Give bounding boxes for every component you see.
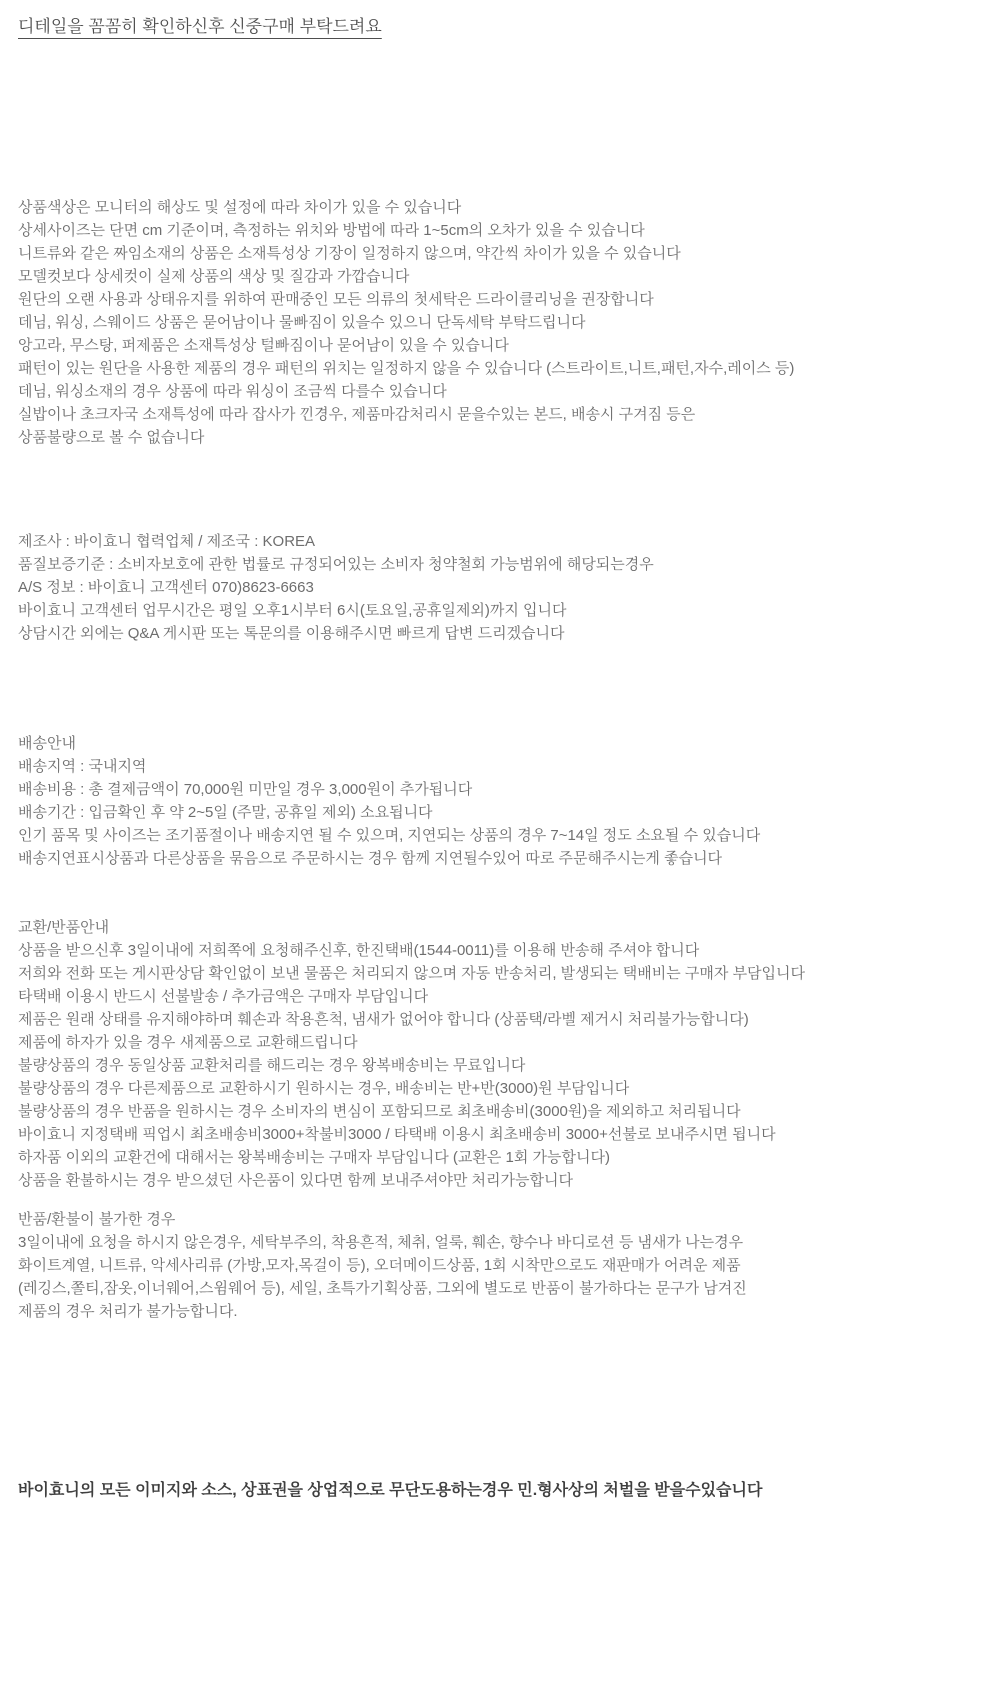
text-line: 배송지역 : 국내지역 [18,758,147,775]
text-line: 불량상품의 경우 다른제품으로 교환하시기 원하시는 경우, 배송비는 반+반(3000)원 부담입니다 [18,1080,630,1097]
text-line: 불량상품의 경우 동일상품 교환처리를 해드리는 경우 왕복배송비는 무료입니다 [18,1057,526,1074]
text-line: A/S 정보 : 바이효니 고객센터 070)8623-6663 [18,579,314,596]
no-return-lines [18,1231,996,1323]
exchange-return-heading: 교환/반품안내 [18,919,110,936]
text-line: 상담시간 외에는 Q&A 게시판 또는 톡문의를 이용해주시면 빠르게 답변 드리겠습니다 [18,625,565,642]
text-line: 상세사이즈는 단면 cm 기준이며, 측정하는 위치와 방법에 따라 1~5cm의 오차가 있을 수 있습니다 [18,222,645,239]
text-line: 제조사 : 바이효니 협력업체 / 제조국 : KOREA [18,533,316,550]
text-line: 니트류와 같은 짜임소재의 상품은 소재특성상 기장이 일정하지 않으며, 약간씩 차이가 있을 수 있습니다 [18,245,681,262]
section-product-notice [18,196,996,449]
text-line: 배송기간 : 입금확인 후 약 2~5일 (주말, 공휴일 제외) 소요됩니다 [18,804,433,821]
text-line: 상품색상은 모니터의 해상도 및 설정에 따라 차이가 있을 수 있습니다 [18,199,462,216]
section-no-return-cases [18,1208,996,1323]
text-line: 제품의 경우 처리가 불가능합니다. [18,1303,238,1320]
text-line: 바이효니 고객센터 업무시간은 평일 오후1시부터 6시(토요일,공휴일제외)까지 입니다 [18,602,567,619]
text-line: 실밥이나 초크자국 소재특성에 따라 잡사가 낀경우, 제품마감처리시 묻을수있는 본드, 배송시 구겨짐 등은 [18,406,696,423]
text-line: 패턴이 있는 원단을 사용한 제품의 경우 패턴의 위치는 일정하지 않을 수 있습니다 (스트라이트,니트,패턴,자수,레이스 등) [18,360,795,377]
text-line: 상품을 환불하시는 경우 받으셨던 사은품이 있다면 함께 보내주셔야만 처리가능합니다 [18,1172,573,1189]
text-line: 배송지연표시상품과 다른상품을 묶음으로 주문하시는 경우 함께 지연될수있어 따로 주문해주시는게 좋습니다 [18,850,723,867]
text-line: 3일이내에 요청을 하시지 않은경우, 세탁부주의, 착용흔적, 체취, 얼룩, 훼손, 향수나 바디로션 등 냄새가 나는경우 [18,1234,744,1251]
text-line: 타택배 이용시 반드시 선불발송 / 추가금액은 구매자 부담입니다 [18,988,429,1005]
text-line: 상품을 받으신후 3일이내에 저희쪽에 요청해주신후, 한진택배(1544-0011)를 이용해 반송해 주셔야 합니다 [18,942,700,959]
page-title: 디테일을 꼼꼼히 확인하신후 신중구매 부탁드려요 [18,17,382,36]
text-line: 불량상품의 경우 반품을 원하시는 경우 소비자의 변심이 포함되므로 최초배송비(3000원)을 제외하고 처리됩니다 [18,1103,741,1120]
text-line: 모델컷보다 상세컷이 실제 상품의 색상 및 질감과 가깝습니다 [18,268,410,285]
shipping-lines [18,755,996,870]
text-line: 제품에 하자가 있을 경우 새제품으로 교환해드립니다 [18,1034,358,1051]
shipping-heading: 배송안내 [18,735,76,752]
exchange-return-lines [18,939,996,1192]
text-line: 저희와 전화 또는 게시판상담 확인없이 보낸 물품은 처리되지 않으며 자동 반송처리, 발생되는 택배비는 구매자 부담입니다 [18,965,806,982]
section-exchange-return [18,916,996,1192]
no-return-heading: 반품/환불이 불가한 경우 [18,1211,176,1228]
section-shipping-info [18,732,996,870]
text-line: 화이트계열, 니트류, 악세사리류 (가방,모자,목걸이 등), 오더메이드상품, 1회 시착만으로도 재판매가 어려운 제품 [18,1257,741,1274]
text-line: 데님, 워싱, 스웨이드 상품은 묻어남이나 물빠짐이 있을수 있으니 단독세탁 부탁드립니다 [18,314,586,331]
text-line: 품질보증기준 : 소비자보호에 관한 법률로 규정되어있는 소비자 청약철회 가능범위에 해당되는경우 [18,556,654,573]
text-line: 배송비용 : 총 결제금액이 70,000원 미만일 경우 3,000원이 추가됩니다 [18,781,473,798]
section-manufacturer-info [18,530,996,645]
text-line: 원단의 오랜 사용과 상태유지를 위하여 판매중인 모든 의류의 첫세탁은 드라이클리닝을 권장합니다 [18,291,654,308]
text-line: 인기 품목 및 사이즈는 조기품절이나 배송지연 될 수 있으며, 지연되는 상품의 경우 7~14일 정도 소요될 수 있습니다 [18,827,761,844]
text-line: 앙고라, 무스탕, 퍼제품은 소재특성상 털빠짐이나 묻어남이 있을 수 있습니다 [18,337,509,354]
text-line: 데님, 워싱소재의 경우 상품에 따라 워싱이 조금씩 다를수 있습니다 [18,383,447,400]
text-line: 바이효니 지정택배 픽업시 최초배송비3000+착불비3000 / 타택배 이용시 최초배송비 3000+선불로 보내주시면 됩니다 [18,1126,776,1143]
text-line: 하자품 이외의 교환건에 대해서는 왕복배송비는 구매자 부담입니다 (교환은 1회 가능합니다) [18,1149,610,1166]
copyright-warning: 바이효니의 모든 이미지와 소스, 상표권을 상업적으로 무단도용하는경우 민.형사상의 처벌을 받을수있습니다 [18,1482,763,1499]
text-line: (레깅스,쫄티,잠옷,이너웨어,스윔웨어 등), 세일, 초특가기획상품, 그외에 별도로 반품이 불가하다는 문구가 남겨진 [18,1280,747,1297]
text-line: 제품은 원래 상태를 유지해야하며 훼손과 착용흔척, 냄새가 없어야 합니다 (상품택/라벨 제거시 처리불가능합니다) [18,1011,749,1028]
text-line: 상품불량으로 볼 수 없습니다 [18,429,205,446]
